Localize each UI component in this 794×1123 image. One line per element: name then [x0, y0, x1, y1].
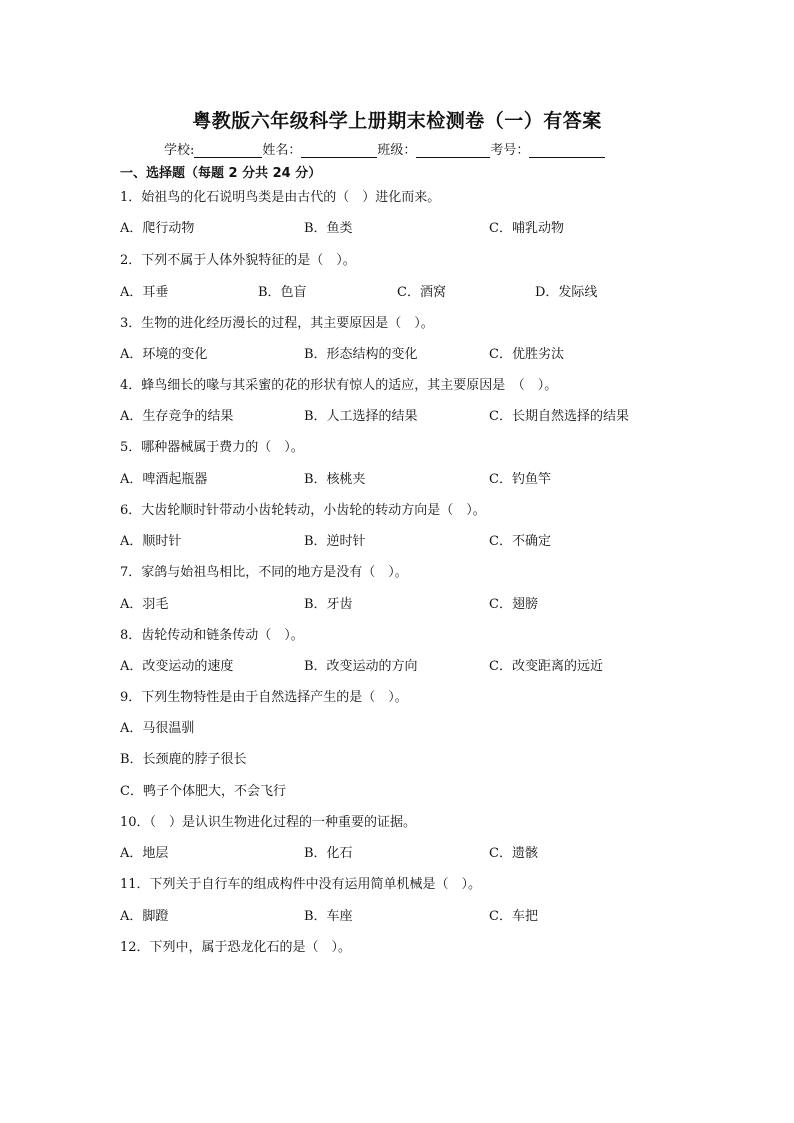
option-4c: C．长期自然选择的结果: [489, 409, 629, 424]
option-3b: B．形态结构的变化: [304, 347, 418, 362]
question-6: 6．大齿轮顺时针带动小齿轮转动，小齿轮的转动方向是（ ）。: [120, 503, 486, 518]
option-2b: B．色盲: [258, 285, 307, 300]
option-7b: B．牙齿: [304, 597, 353, 612]
option-4a: A．生存竞争的结果: [120, 409, 234, 424]
option-8a: A．改变运动的速度: [120, 659, 234, 674]
question-12: 12．下列中，属于恐龙化石的是（ ）。: [120, 940, 352, 955]
name-label: 姓名：: [262, 143, 302, 158]
class-blank[interactable]: [416, 143, 490, 158]
option-10a: A．地层: [120, 846, 169, 861]
option-11c: C．车把: [489, 909, 538, 924]
option-6c: C．不确定: [489, 534, 551, 549]
option-4b: B．人工选择的结果: [304, 409, 418, 424]
option-3a: A．环境的变化: [120, 347, 208, 362]
name-blank[interactable]: [301, 143, 377, 158]
option-10c: C．遗骸: [489, 846, 538, 861]
class-label: 班级：: [377, 143, 417, 158]
question-3: 3．生物的进化经历漫长的过程，其主要原因是（ ）。: [120, 316, 434, 331]
option-9a: A．马很温驯: [120, 721, 195, 736]
option-10b: B．化石: [304, 846, 353, 861]
option-1a: A．爬行动物: [120, 221, 195, 236]
option-8c: C．改变距离的远近: [489, 659, 603, 674]
school-blank[interactable]: [194, 143, 262, 158]
option-9b: B．长颈鹿的脖子很长: [120, 752, 247, 767]
question-1: 1．始祖鸟的化石说明鸟类是由古代的（ ）进化而来。: [120, 190, 441, 205]
option-2c: C．酒窝: [397, 285, 446, 300]
question-10: 10．（ ）是认识生物进化过程的一种重要的证据。: [120, 815, 417, 830]
option-5b: B．核桃夹: [304, 472, 366, 487]
exam-number-label: 考号：: [490, 143, 530, 158]
option-2d: D．发际线: [535, 285, 598, 300]
option-5a: A．啤酒起瓶器: [120, 472, 208, 487]
option-11a: A．脚蹬: [120, 909, 169, 924]
question-11: 11．下列关于自行车的组成构件中没有运用简单机械是（ ）。: [120, 877, 482, 892]
question-4: 4．蜂鸟细长的喙与其采蜜的花的形状有惊人的适应，其主要原因是 （ ）。: [120, 378, 558, 393]
option-5c: C．钓鱼竿: [489, 472, 551, 487]
option-2a: A．耳垂: [120, 285, 169, 300]
question-7: 7．家鸽与始祖鸟相比，不同的地方是没有（ ）。: [120, 565, 408, 580]
section-heading: 一、选择题（每题 2 分共 24 分）: [120, 166, 322, 181]
school-label: 学校:: [164, 143, 195, 158]
option-8b: B．改变运动的方向: [304, 659, 418, 674]
option-6a: A．顺时针: [120, 534, 182, 549]
option-6b: B．逆时针: [304, 534, 366, 549]
exam-number-blank[interactable]: [529, 143, 605, 158]
student-info-line: [164, 139, 605, 158]
page-title: 粤教版六年级科学上册期末检测卷（一）有答案: [192, 110, 602, 132]
option-1b: B．鱼类: [304, 221, 353, 236]
option-7a: A．羽毛: [120, 597, 169, 612]
question-5: 5．哪种器械属于费力的（ ）。: [120, 440, 304, 455]
question-2: 2．下列不属于人体外貌特征的是（ ）。: [120, 253, 356, 268]
question-9: 9．下列生物特性是由于自然选择产生的是（ ）。: [120, 690, 408, 705]
option-9c: C．鸭子个体肥大，不会飞行: [120, 784, 286, 799]
option-11b: B．车座: [304, 909, 353, 924]
question-8: 8．齿轮传动和链条传动（ ）。: [120, 628, 304, 643]
option-1c: C．哺乳动物: [489, 221, 564, 236]
option-3c: C．优胜劣汰: [489, 347, 564, 362]
option-7c: C．翅膀: [489, 597, 538, 612]
